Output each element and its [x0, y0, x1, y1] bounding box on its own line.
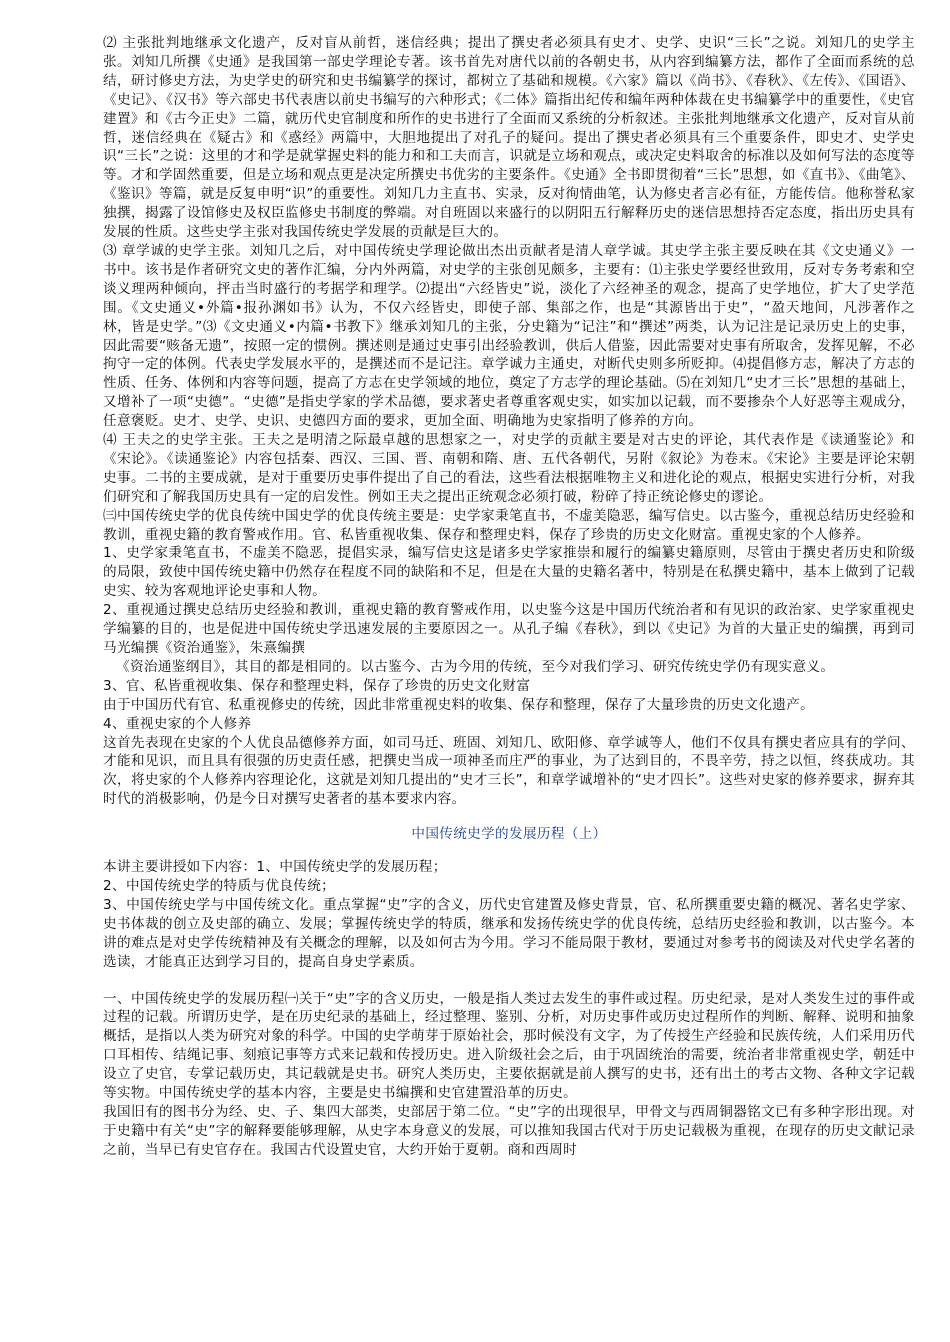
section-title: 中国传统史学的发展历程（上）: [411, 826, 607, 843]
paragraph-history-meaning: 一、中国传统史学的发展历程㈠关于“史”字的含义历史，一般是指人类过去发生的事件或过程。历史纪录，是对人类发生过的事件或过程的记载。所谓历史学，是在历史纪录的基础上，经过整理、鉴别、分析，对历史事件或历史过程所作的判断、解释、说明和抽象概括，是指以人类为研究对象的科学。中国的史学萌芽于原始社会，那时候没有文字，为了传授生产经验和民族传统，人们采用历代口耳相传、结绳记事、刻痕记事等方式来记载和传授历史。进入阶级社会之后，由于巩固统治的需要，统治者非常重视史学，朝廷中设立了史官，专掌记载历史，其记载就是史书。研究人类历史，主要依据就是前人撰写的史书，还有出土的考古文物、各种文字记载等实物。中国传统史学的基本内容，主要是史书编撰和史官建置沿革的历史。: [103, 990, 915, 1102]
paragraph-item-2: 2、重视通过撰史总结历史经验和教训，重视史籍的教育警戒作用，以史鉴今这是中国历代统治者和有见识的政治家、史学家重视史学编纂的目的，也是促进中国传统史学迅速发展的主要原因之一。从孔子编《春秋》，到以《史记》为首的大量正史的编撰，再到司马光编撰《资治通鉴》，朱熹编撰: [103, 602, 915, 656]
paragraph-liu-zhiji: ⑵ 主张批判地继承文化遗产，反对盲从前哲，迷信经典；提出了撰史者必须具有史才、史学、史识“三长”之说。刘知几的史学主张。刘知几所撰《史通》是我国第一部史学理论专著。该书首先对唐代以前的各朝史书，从内容到编纂方法，都作了全面而系统的总结，研讨修史方法，为史学史的研究和史书编纂学的探讨，都树立了基础和规模。《六家》篇以《尚书》、《春秋》、《左传》、《国语》、《史记》、《汉书》等六部史书代表唐以前史书编写的六种形式；《二体》篇指出纪传和编年两种体裁在史书编纂学中的重要性，《史官建置》和《古今正史》二篇，就历代史官制度和所作的史书进行了全面而又系统的分析叙述。主张批判地继承文化遗产，反对盲从前哲，迷信经典在《疑古》和《惑经》两篇中，大胆地提出了对孔子的疑问。提出了撰史者必须具有三个重要条件，即史才、史学史识“三长”之说：这里的才和学是就掌握史料的能力和和工夫而言，识就是立场和观点，或决定史料取舍的标准以及如何写法的态度等等。才和学固然重要，但是立场和观点更是决定所撰史书优劣的主要条件。《史通》全书即贯彻着“三长”思想，如《直书》、《曲笔》、《鉴识》等篇，就是反复申明“识”的重要性。刘知几力主直书、实录，反对徇情曲笔，认为修史者言必有征，方能传信。他称誉私家独撰，揭露了设馆修史及权臣监修史书制度的弊端。对自班固以来盛行的以阴阳五行解释历史的迷信思想持否定态度，指出历史具有发展的性质。这些史学主张对我国传统史学发展的贡献是巨大的。: [103, 35, 915, 241]
paragraph-fine-traditions: ㈢中国传统史学的优良传统中国史学的优良传统主要是：史学家秉笔直书，不虚美隐恶，编写信史。以古鉴今，重视总结历史经验和教训，重视史籍的教育警戒作用。官、私皆重视收集、保存和整理史料，保存了珍贵的历史文化财富。重视史家的个人修养。: [103, 507, 915, 543]
intro-line-3: 3、中国传统史学与中国传统文化。重点掌握“史”字的含义，历代史官建置及修史背景，官、私所撰重要史籍的概况、著名史学家、史书体裁的创立及史部的确立、发展；掌握传统史学的特质，继承和发扬传统史学的优良传统，总结历史经验和教训，以古鉴今。本讲的难点是对史学传统精神及有关概念的理解，以及如何古为今用。学习不能局限于教材，要通过对参考书的阅读及对代史学名著的选读，才能真正达到学习目的，提高自身史学素质。: [103, 896, 915, 970]
paragraph-wang-fuzhi: ⑷ 王夫之的史学主张。王夫之是明清之际最卓越的思想家之一，对史学的贡献主要是对古史的评论，其代表作是《读通鉴论》和《宋论》。《读通鉴论》内容包括秦、西汉、三国、晋、南朝和隋、唐、五代各朝代，另附《叙论》为卷末。《宋论》主要是评论宋朝史事。二书的主要成就，是对于重要历史事件提出了自己的看法，这些看法根据唯物主义和进化论的观点，根据史实进行分析，对我们研究和了解我国历史具有一定的启发性。例如王夫之提出正统观念必须打破，粉碎了持正统论修史的谬论。: [103, 432, 915, 505]
intro-line-1: 本讲主要讲授如下内容：1、中国传统史学的发展历程；: [103, 859, 447, 876]
document-page: [103, 34, 915, 1160]
paragraph-item-4-body: 这首先表现在史家的个人优良品德修养方面，如司马迁、班固、刘知几、欧阳修、章学诚等人，他们不仅具有撰史者应具有的学问、才能和见识，而且具有很强的历史责任感，把撰史当成一项神圣而庄严的事业，为了达到目的，不畏辛劳，持之以恒，终获成功。其次，将史家的个人修养内容理论化，这就是刘知几提出的“史才三长”，和章学诚增补的“史才四长”。这些对史家的修养要求，摒弃其时代的消极影响，仍是今日对撰写史著者的基本要求内容。: [103, 734, 915, 808]
paragraph-shi-character: 我国旧有的图书分为经、史、子、集四大部类，史部居于第二位。“史”字的出现很早，甲骨文与西周铜器铭文已有多种字形出现。对于史籍中有关“史”字的解释要能够理解，从史字本身意义的发展，可以推知我国古代对于历史记载极为重视，在现存的历史文献记录之前，当早已有史官存在。我国古代设置史官，大约开始于夏朝。商和西周时: [103, 1103, 915, 1158]
paragraph-item-4-heading: 4、重视史家的个人修养: [103, 715, 252, 732]
paragraph-item-3-body: 由于中国历代有官、私重视修史的传统，因此非常重视史料的收集、保存和整理，保存了大量珍贵的历史文化遗产。: [103, 696, 815, 713]
paragraph-item-3-heading: 3、官、私皆重视收集、保存和整理史料，保存了珍贵的历史文化财富: [103, 677, 531, 694]
paragraph-zhang-xuecheng: ⑶ 章学诚的史学主张。刘知几之后，对中国传统史学理论做出杰出贡献者是清人章学诚。其史学主张主要反映在其《文史通义》一书中。该书是作者研究文史的著作汇编，分内外两篇，对史学的主张创见颇多，主要有：⑴主张史学要经世致用，反对专务考索和空谈义理两种倾向，抨击当时盛行的考据学和理学。⑵提出“六经皆史”说，淡化了六经神圣的观念，提高了史学地位，扩大了史学范围。《文史通义•外篇•报孙渊如书》认为，不仅六经皆史，即使子部、集部之作，也是“其源皆出于史”，“盈天地间，凡涉著作之林，皆是史学。”⑶《文史通义•内篇•书教下》继承刘知几的主张，分史籍为“记注”和“撰述”两类，认为记注是记录历史上的史事，因此需要“赅备无遗”，按照一定的惯例。撰述则是通过史事引出经验教训，供后人借鉴，因此需要对史事有所取舍，发挥见解，不必拘守一定的体例。代表史学发展水平的，是撰述而不是记注。章学诚力主通史，对断代史则多所贬抑。⑷提倡修方志，解决了方志的性质、任务、体例和内容等问题，提高了方志在史学领域的地位，奠定了方志学的理论基础。⑸在刘知几“史才三长”思想的基础上，又增补了一项“史德”。“史德”是指史学家的学术品德，要求著史者尊重客观史实，如实加以记载，而不要掺杂个人好恶等主观成分，任意褒贬。史才、史学、史识、史德四方面的要求，更加全面、明确地为史家指明了修养的方向。: [103, 242, 915, 430]
paragraph-item-2-cont: 《资治通鉴纲目》，其目的都是相同的。以古鉴今、古为今用的传统，至今对我们学习、研究传统史学仍有现实意义。: [116, 658, 835, 675]
intro-line-2: 2、中国传统史学的特质与优良传统；: [103, 877, 336, 894]
paragraph-gap: [103, 972, 915, 990]
paragraph-item-1: 1、史学家秉笔直书，不虚美不隐恶，提倡实录，编写信史这是诸多史学家推崇和履行的编纂史籍原则，尽管由于撰史者历史和阶级的局限，致使中国传统史籍中仍然存在程度不同的缺陷和不足，但是在大量的史籍名著中，特别是在私撰史籍中，基本上做到了记载史实、较为客观地评论史事和人物。: [103, 545, 915, 600]
